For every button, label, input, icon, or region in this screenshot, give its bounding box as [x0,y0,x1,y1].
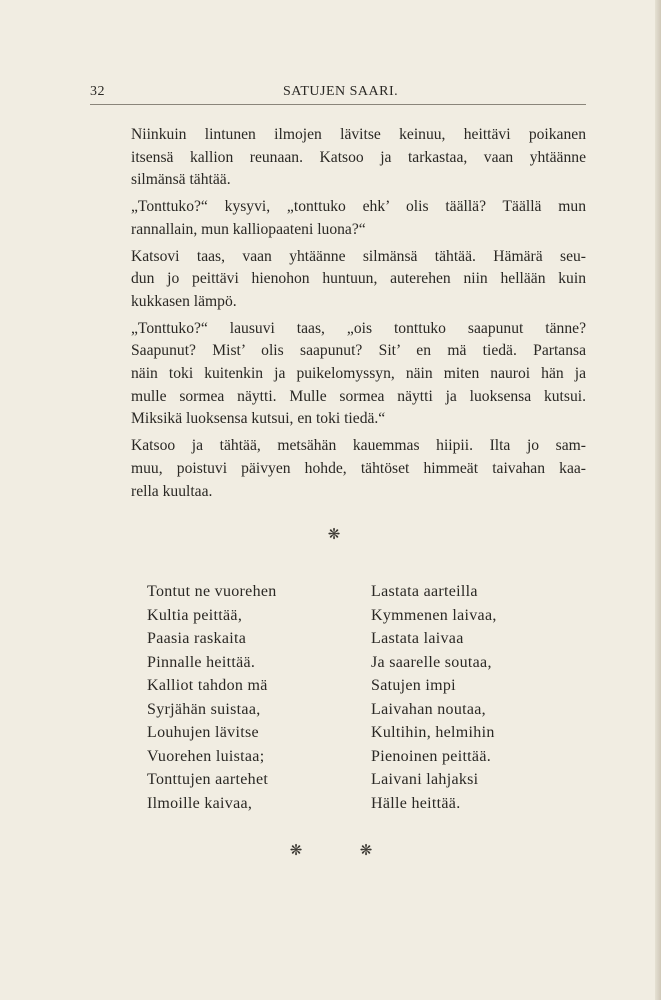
poem-line: Pienoinen peittää. [371,747,492,765]
text-line: Miksikä luoksensa kutsui, en toki tiedä.“ [131,410,386,428]
text-line: näin toki kuitenkin ja puikelomyssyn, näin miten nauroi hän ja [131,365,586,383]
section-ornament-icon: ❋ [327,525,341,543]
page-edge [655,0,661,1000]
poem-line: Kymmenen laivaa, [371,606,497,624]
text-line: kukkasen lämpö. [131,292,237,310]
poem-line: Paasia raskaita [147,630,247,647]
paragraph [90,246,586,314]
paragraph [90,124,586,192]
poem-line: Ja saarelle soutaa, [371,653,492,671]
poem-line: Syrjähän suistaa, [147,700,261,718]
paragraph [90,318,586,432]
text-line: Niinkuin lintunen ilmojen lävitse keinuu, heittävi poikanen [131,126,586,143]
running-title: SATUJEN SAARI. [283,84,399,99]
paragraph [90,196,586,241]
paragraph [90,435,586,503]
poem-line: Vuorehen luistaa; [147,747,265,765]
poem-line: Pinnalle heittää. [147,653,256,671]
poem-line: Lastata aarteilla [371,583,478,600]
text-line: dun jo peittävi hienohon huntuun, auterehen niin hellään kuin [131,270,586,288]
text-line: muu, poistuvi päivyen hohde, tähtöset himmeät taivahan kaa- [131,459,586,477]
poem-line: Hälle heittää. [371,794,461,812]
header-rule [90,104,586,105]
poem-right-column [371,580,497,815]
closing-ornament-right-icon: ❋ [359,841,373,859]
poem-line: Ilmoille kaivaa, [147,794,253,812]
closing-ornament-left-icon: ❋ [289,841,303,859]
prose-body [90,124,586,507]
text-line: Katsovi taas, vaan yhtäänne silmänsä tähtää. Hämärä seu- [131,247,586,265]
page-number: 32 [90,84,105,99]
poem-left-column [147,580,277,815]
text-line: mulle sormea näytti. Mulle sormea näytti ja luoksensa kutsui. [131,387,586,405]
poem-line: Satujen impi [371,677,456,694]
poem-line: Kultihin, helmihin [371,724,495,741]
poem-line: Laivani lahjaksi [371,771,479,788]
text-line: Katsoo ja tähtää, metsähän kauemmas hiipii. Ilta jo sam- [131,437,586,455]
text-line: itsensä kallion reunaan. Katsoo ja tarkastaa, vaan yhtäänne [131,148,586,166]
text-line: Saapunut? Mist’ olis saapunut? Sit’ en mä tiedä. Partansa [131,342,586,360]
text-line: silmänsä tähtää. [131,171,231,189]
text-line: „Tonttuko?“ lausuvi taas, „ois tonttuko saapunut tänne? [131,319,586,337]
poem-line: Laivahan noutaa, [371,700,486,718]
poem-line: Lastata laivaa [371,630,464,647]
poem-line: Kalliot tahdon mä [147,677,268,694]
text-line: „Tonttuko?“ kysyvi, „tonttuko ehk’ olis täällä? Täällä mun [131,198,586,216]
text-line: rannallain, mun kalliopaateni luona?“ [131,220,366,238]
poem-line: Kultia peittää, [147,606,243,624]
text-line: rella kuultaa. [131,482,213,500]
poem-line: Tontut ne vuorehen [147,583,277,600]
poem-line: Louhujen lävitse [147,724,259,741]
poem-line: Tonttujen aartehet [147,771,269,788]
page-header [90,84,586,104]
